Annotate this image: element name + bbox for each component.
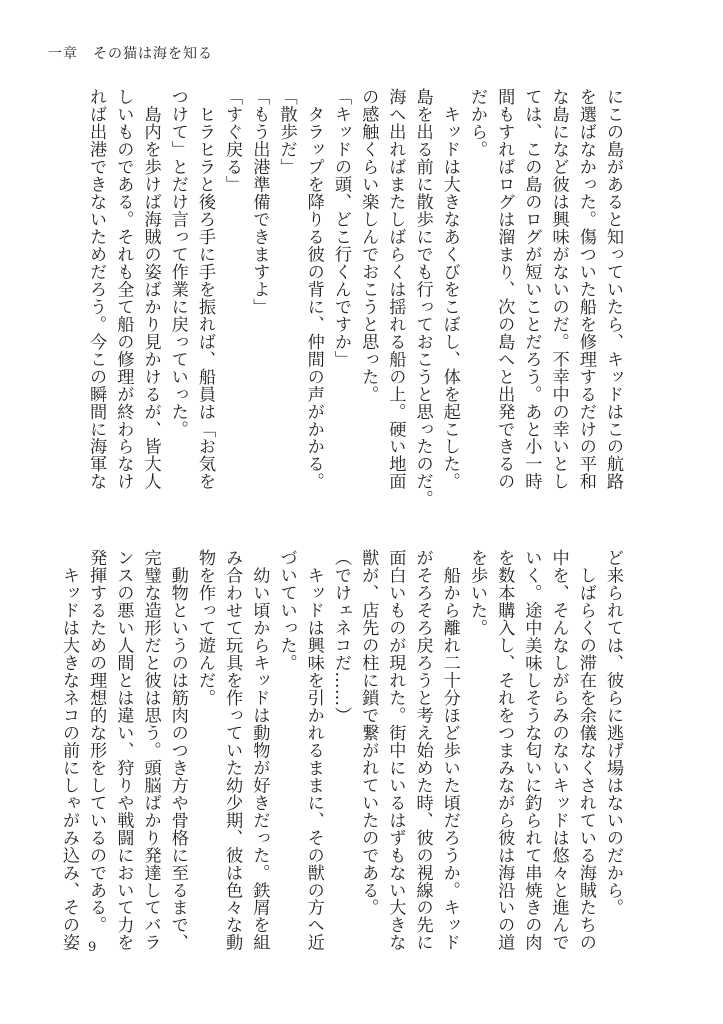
text-line: しばらくの滞在を余儀なくされている海賊たちの (575, 549, 596, 952)
text-line: ては、この島のログが短いことだろう。あと小一時 (521, 88, 542, 491)
text-line: 間もすればログは溜まり、次の島へと出発できるの (494, 88, 515, 491)
text-line: の感触くらい楽しんでおこうと思った。 (358, 88, 379, 403)
lower-text-block (58, 549, 626, 952)
text-line: 海へ出ればまたしばらくは揺れる船の上。硬い地面 (385, 88, 406, 491)
text-line: 島内を歩けば海賊の姿ばかり見かけるが、皆大人 (140, 88, 161, 491)
text-line: づいていった。 (276, 549, 297, 672)
running-head: 一章 その猫は海を知る (48, 46, 213, 62)
text-line: な島になど彼は興味がないのだ。不幸中の幸いとし (548, 88, 569, 491)
text-line: を歩いた。 (466, 549, 487, 637)
text-line: 動物というのは筋肉のつき方や骨格に至るまで、 (167, 549, 188, 952)
text-line: れば出港できないためだろう。今この瞬間に海軍な (86, 88, 107, 491)
text-line: つけて」とだけ言って作業に戻っていった。 (167, 88, 188, 438)
text-line: （でけェネコだ……） (330, 549, 351, 724)
text-line: 船から離れ二十分ほど歩いた頃だろうか。キッド (439, 549, 460, 952)
page-number: 9 (88, 940, 97, 955)
text-line: を選ばなかった。傷ついた船を修理するだけの平和 (575, 88, 596, 491)
text-line: だから。 (466, 88, 487, 158)
text-line: 幼い頃からキッドは動物が好きだった。鉄屑を組 (249, 549, 270, 952)
text-line: キッドは大きなネコの前にしゃがみ込み、その姿 (58, 549, 79, 952)
text-line: いく。途中美味しそうな匂いに釣られて串焼きの肉 (521, 549, 542, 952)
text-line: を数本購入し、それをつまみながら彼は海沿いの道 (494, 549, 515, 952)
text-line: 「すぐ戻る」 (222, 88, 243, 193)
text-line: しいものである。それも全て船の修理が終わらなけ (113, 88, 134, 491)
text-line: 物を作って遊んだ。 (194, 549, 215, 707)
text-line: 発揮するための理想的な形をしているのである。 (86, 549, 107, 934)
text-line: 「散歩だ」 (276, 88, 297, 176)
text-line: 完璧な造形だと彼は思う。頭脳ばかり発達してバラ (140, 549, 161, 952)
text-line: がそろそろ戻ろうと考え始めた時、彼の視線の先に (412, 549, 433, 952)
text-line: キッドは大きなあくびをこぼし、体を起こした。 (439, 88, 460, 491)
text-line: 「キッドの頭、どこ行くんですか」 (330, 88, 351, 368)
text-line: タラップを降りる彼の背に、仲間の声がかかる。 (303, 88, 324, 491)
text-line: ど来られては、彼らに逃げ場はないのだから。 (603, 549, 623, 917)
text-line: 中を、そんなしがらみのないキッドは悠々と進んで (548, 549, 569, 952)
text-line: 島を出る前に散歩にでも行っておこうと思ったのだ。 (412, 88, 433, 508)
text-line: 面白いものが現れた。街中にいるはずもない大きな (385, 549, 406, 952)
text-line: 獣が、店先の柱に鎖で繋がれていたのである。 (358, 549, 379, 917)
text-line: にこの島があると知っていたら、キッドはこの航路 (603, 88, 623, 491)
text-line: み合わせて玩具を作っていた幼少期、彼は色々な動 (222, 549, 243, 952)
text-line: 「もう出港準備できますよ」 (249, 88, 270, 316)
text-line: ンスの悪い人間とは違い、狩りや戦闘において力を (113, 549, 134, 952)
text-line: ヒラヒラと後ろ手に手を振れば、船員は「お気を (194, 88, 215, 491)
text-line: キッドは興味を引かれるままに、その獣の方へ近 (303, 549, 324, 952)
upper-text-block (84, 88, 626, 508)
